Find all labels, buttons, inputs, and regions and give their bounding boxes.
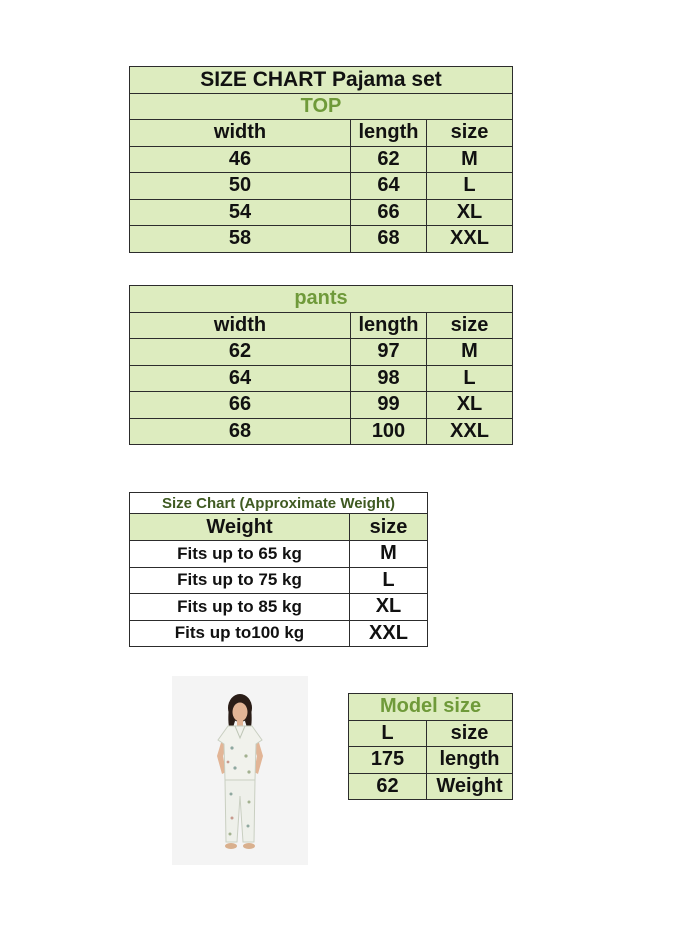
weight-size-table [129,492,428,647]
cell-length: 68 [351,226,427,253]
table-row [130,620,428,647]
cell-length: 98 [351,365,427,392]
cell-size: L [350,567,428,594]
table-row [130,173,513,200]
top-section-label: TOP [130,93,513,120]
cell-size: XXL [350,620,428,647]
top-size-table [129,66,513,253]
table-row [130,594,428,621]
model-label: size [427,720,513,747]
cell-size: M [427,146,513,173]
header-size: size [350,514,428,541]
table-row [130,199,513,226]
cell-width: 46 [130,146,351,173]
header-size: size [427,312,513,339]
header-length: length [351,312,427,339]
cell-size: XL [350,594,428,621]
header-width: width [130,120,351,147]
table-row [130,339,513,366]
cell-size: L [427,365,513,392]
cell-width: 58 [130,226,351,253]
table-row [130,392,513,419]
cell-size: XXL [427,226,513,253]
table-row [349,773,513,800]
header-length: length [351,120,427,147]
table-row [130,418,513,445]
cell-width: 64 [130,365,351,392]
cell-length: 97 [351,339,427,366]
cell-size: L [427,173,513,200]
pants-section-label: pants [130,286,513,313]
cell-width: 54 [130,199,351,226]
table-row [130,567,428,594]
cell-width: 68 [130,418,351,445]
cell-size: XL [427,199,513,226]
cell-weight: Fits up to 85 kg [130,594,350,621]
cell-width: 62 [130,339,351,366]
header-weight: Weight [130,514,350,541]
cell-size: XL [427,392,513,419]
cell-weight: Fits up to 65 kg [130,541,350,568]
table-row [130,226,513,253]
header-size: size [427,120,513,147]
model-figure-image [172,676,308,865]
cell-width: 50 [130,173,351,200]
size-chart-title: SIZE CHART Pajama set [130,67,513,94]
model-label: length [427,747,513,774]
cell-length: 66 [351,199,427,226]
pants-size-table [129,285,513,445]
weight-chart-title: Size Chart (Approximate Weight) [130,493,428,514]
cell-length: 100 [351,418,427,445]
cell-length: 62 [351,146,427,173]
model-label: Weight [427,773,513,800]
cell-length: 64 [351,173,427,200]
table-row [130,541,428,568]
table-row [130,146,513,173]
model-size-table [348,693,513,800]
model-value: 62 [349,773,427,800]
model-value: 175 [349,747,427,774]
cell-size: M [427,339,513,366]
cell-length: 99 [351,392,427,419]
cell-weight: Fits up to 75 kg [130,567,350,594]
cell-width: 66 [130,392,351,419]
model-size-title: Model size [349,694,513,721]
cell-size: XXL [427,418,513,445]
header-width: width [130,312,351,339]
table-row [130,365,513,392]
model-photo [172,676,308,865]
cell-size: M [350,541,428,568]
model-value: L [349,720,427,747]
table-row [349,720,513,747]
table-row [349,747,513,774]
cell-weight: Fits up to100 kg [130,620,350,647]
